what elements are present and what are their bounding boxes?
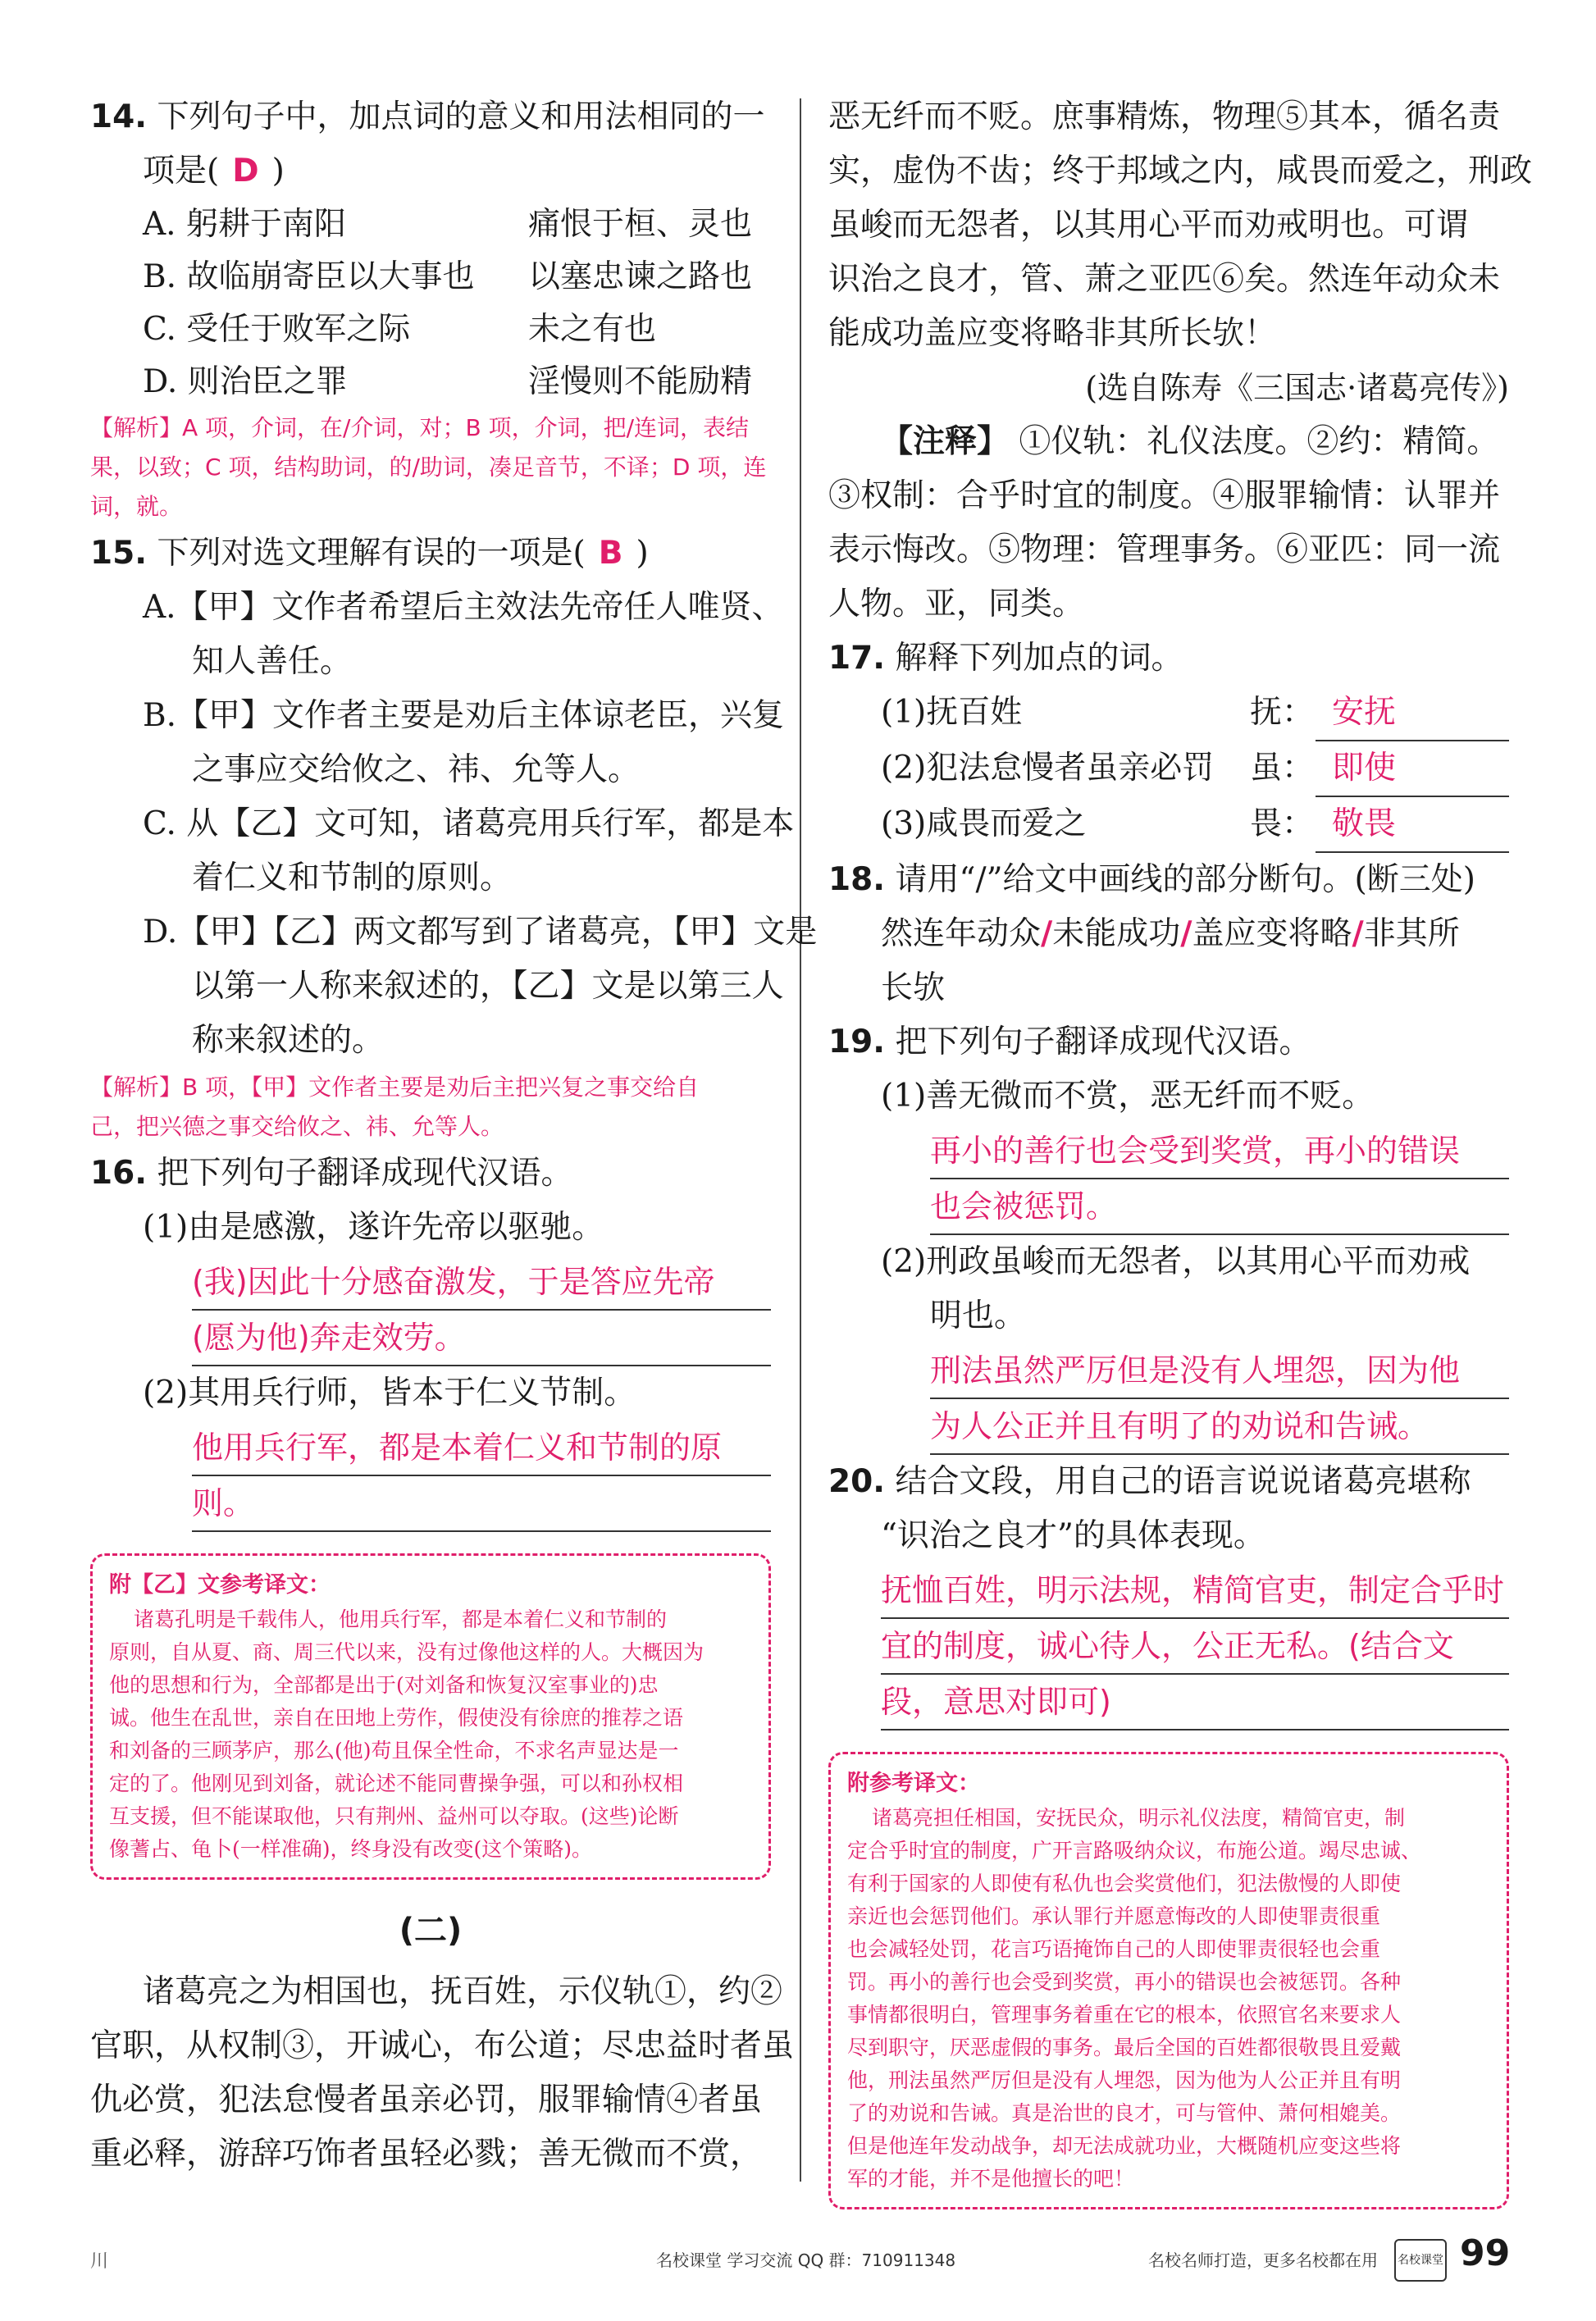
q19-answer-2-line-1: 刑法虽然严厉但是没有人埋怨，因为他 (930, 1343, 1509, 1399)
q20-answer-line-3: 段，意思对即可) (881, 1675, 1509, 1730)
question-16 (90, 1147, 771, 1532)
q20-text: 结合文段，用自己的语言说说诸葛亮堪称 (895, 1463, 1471, 1500)
q17-item-2: (2)犯法怠慢者虽亲必罚 虽： 即使 (828, 741, 1509, 797)
translation-line: 有利于国家的人即使有私仇也会奖赏他们，犯法傲慢的人即使 (847, 1872, 1402, 1895)
q19-number: 19. (828, 1024, 886, 1060)
q15-option-b-1: B.【甲】文作者主要是劝后主体谅老臣，兴复 (143, 697, 785, 734)
passage-source: (选自陈寿《三国志·诸葛亮传》) (1085, 370, 1509, 406)
translation-line: 亲近也会惩罚他们。承认罪行并愿意悔改的人即使罪责很重 (847, 1904, 1381, 1928)
q19-sentence-2-cont: 明也。 (930, 1297, 1027, 1334)
translation-line: 也会减轻处罚，花言巧语掩饰自己的人即使罪责很轻也会重 (847, 1937, 1381, 1961)
q20-answer-line-1: 抚恤百姓，明示法规，精简官吏，制定合乎时 (881, 1563, 1509, 1619)
q15-paren: ) (636, 535, 649, 572)
translation-line: 原则，自从夏、商、周三代以来，没有过像他这样的人。大概因为 (109, 1640, 705, 1664)
q14-analysis-2: 果，以致；C 项，结构助词，的/助词，凑足音节，不译；D 项，连 (90, 454, 767, 481)
q15-analysis-2: 己，把兴德之事交给攸之、祎、允等人。 (90, 1113, 504, 1140)
q17-item-3: (3)咸畏而爱之 畏： 敬畏 (828, 797, 1509, 853)
right-column (828, 90, 1533, 2226)
translation-line: 但是他连年发动战争，却无法成就功业，大概随机应变这些将 (847, 2134, 1402, 2158)
q14-answer: D (232, 153, 259, 189)
translation-box (828, 1752, 1509, 2209)
q16-number: 16. (90, 1155, 148, 1192)
q19-answer-1-line-2: 也会被惩罚。 (930, 1179, 1509, 1235)
annotation-line: 表示悔改。⑤物理：管理事务。⑥亚匹：同一流 (828, 531, 1501, 568)
translation-line: 罚。再小的善行也会受到奖赏，再小的错误也会被惩罚。各种 (847, 1970, 1402, 1994)
translation-line: 军的才能，并不是他擅长的吧！ (847, 2167, 1135, 2191)
q17-answer-3: 敬畏 (1316, 797, 1509, 853)
q17-answer-1: 安抚 (1316, 686, 1509, 741)
annotations-label: 【注释】 (881, 423, 1010, 460)
passage-line: 识治之良才，管、萧之亚匹⑥矣。然连年动众未 (828, 261, 1501, 298)
q15-option-c-1: C. 从【乙】文可知，诸葛亮用兵行军，都是本 (143, 805, 795, 842)
q15-analysis-1: 【解析】B 项，【甲】文作者主要是劝后主把兴复之事交给自 (90, 1074, 700, 1101)
translation-line: 和刘备的三顾茅庐，那么(他)苟且保全性命，不求名声显达是一 (109, 1739, 679, 1762)
translation-line: 诸葛亮担任相国，安抚民众，明示礼仪法度，精简官吏，制 (872, 1806, 1406, 1830)
question-19 (828, 1015, 1509, 1455)
translation-line: 尽到职守，厌恶虚假的事务。最后全国的百姓都很敬畏且爱戴 (847, 2036, 1402, 2059)
q16-text: 把下列句子翻译成现代汉语。 (157, 1155, 573, 1192)
q14-option-d: D. 则治臣之罪 淫慢则不能励精 (143, 363, 753, 400)
q14-option-b: B. 故临崩寄臣以大事也 以塞忠谏之路也 (143, 258, 753, 295)
q20-text-2: “识治之良才”的具体表现。 (881, 1517, 1265, 1554)
q14-text: 下列句子中，加点词的意义和用法相同的一 (157, 98, 765, 135)
translation-box-title: 附参考译文： (847, 1771, 980, 1796)
q15-text: 下列对选文理解有误的一项是( (157, 535, 586, 572)
translation-line: 他的思想和行为，全部都是出于(对刘备和恢复汉室事业的)忠 (109, 1673, 659, 1697)
q15-number: 15. (90, 535, 148, 572)
q18-text: 请用“/”给文中画线的部分断句。(断三处) (895, 861, 1475, 898)
q14-option-c: C. 受任于败军之际 未之有也 (143, 311, 657, 348)
q15-option-c-2: 着仁义和节制的原则。 (192, 860, 513, 896)
question-17 (828, 632, 1509, 853)
q15-option-a-2: 知人善任。 (192, 643, 353, 680)
translation-line: 了的劝说和告诫。真是治世的良才，可与管仲、萧何相媲美。 (847, 2101, 1402, 2125)
q15-answer: B (598, 535, 623, 572)
q15-option-d-2: 以第一人称来叙述的，【乙】文是以第三人 (192, 968, 784, 1005)
question-15 (90, 527, 818, 1147)
annotations (828, 415, 1509, 632)
translation-line: 事情都很明白，管理事务着重在它的根本，依照官名来要求人 (847, 2003, 1402, 2027)
left-column (90, 90, 818, 2182)
passage-line: 重必释，游辞巧饰者虽轻必戮；善无微而不赏， (90, 2136, 763, 2173)
passage-line: 诸葛亮之为相国也，抚百姓，示仪轨①，约② (143, 1973, 783, 2010)
q15-option-a-1: A.【甲】文作者希望后主效法先帝任人唯贤、 (143, 589, 784, 626)
translation-line: 诚。他生在乱世，亲自在田地上劳作，假使没有徐庶的推荐之语 (109, 1706, 684, 1730)
q17-text: 解释下列加点的词。 (895, 640, 1183, 677)
q17-number: 17. (828, 640, 886, 677)
translation-line: 互支援，但不能谋取他，只有荆州、益州可以夺取。(这些)论断 (109, 1804, 679, 1828)
translation-line: 诸葛孔明是千载伟人，他用兵行军，都是本着仁义和节制的 (134, 1607, 668, 1631)
passage-line: 官职，从权制③，开诚心，布公道；尽忠益时者虽 (90, 2027, 795, 2064)
q14-paren: ) (271, 153, 285, 189)
q19-answer-2-line-2: 为人公正并且有明了的劝说和告诫。 (930, 1399, 1509, 1455)
q16-answer-2-line-2: 则。 (192, 1476, 771, 1532)
translation-line: 定合乎时宜的制度，广开言路吸纳众议，布施公道。竭尽忠诚、 (847, 1839, 1422, 1863)
footer-region: 川 (90, 2251, 109, 2272)
passage-line: 虽峻而无怨者，以其用心平而劝戒明也。可谓 (828, 207, 1469, 244)
question-18 (828, 853, 1509, 1015)
q18-answer: 然连年动众/未能成功/盖应变将略/非其所 (881, 915, 1460, 952)
q14-option-a: A. 躬耕于南阳 痛恨于桓、灵也 (143, 206, 753, 243)
q14-text-2: 项是( (143, 153, 220, 189)
q14-number: 14. (90, 98, 148, 135)
translation-line: 他，刑法虽然严厉但是没有人埋怨，因为他为人公正并且有明 (847, 2068, 1402, 2092)
section-heading: (二) (399, 1912, 463, 1949)
brand-logo-icon: 名校课堂 (1394, 2239, 1447, 2282)
q20-answer-line-2: 宜的制度，诚心待人，公正无私。(结合文 (881, 1619, 1509, 1675)
q19-sentence-1: (1)善无微而不赏，恶无纤而不贬。 (881, 1078, 1375, 1115)
q17-item-1: (1)抚百姓 抚： 安抚 (828, 686, 1509, 741)
page-number: 99 (1460, 2232, 1511, 2274)
passage-line: 能成功盖应变将略非其所长欤！ (828, 315, 1277, 352)
q18-answer-tail: 长欤 (881, 969, 946, 1006)
q17-answer-2: 即使 (1316, 741, 1509, 797)
q19-answer-1-line-1: 再小的善行也会受到奖赏，再小的错误 (930, 1124, 1509, 1179)
q16-sentence-1: (1)由是感激，遂许先帝以驱驰。 (143, 1209, 604, 1246)
annotation-line: 人物。亚，同类。 (828, 586, 1085, 622)
passage-line: 仇必赏，犯法怠慢者虽亲必罚，服罪输情④者虽 (90, 2082, 763, 2118)
footer-qq-group: 名校课堂 学习交流 QQ 群：710911348 (656, 2250, 956, 2270)
q14-analysis-3: 词，就。 (90, 493, 183, 520)
q15-option-b-2: 之事应交给攸之、祎、允等人。 (192, 751, 641, 788)
annotation-line: ③权制：合乎时宜的制度。④服罪输情：认罪并 (828, 477, 1501, 514)
q16-answer-1-line-2: (愿为他)奔走效劳。 (192, 1311, 771, 1366)
q16-answer-2-line-1: 他用兵行军，都是本着仁义和节制的原 (192, 1420, 771, 1476)
q20-number: 20. (828, 1463, 886, 1500)
translation-line: 定的了。他刚见到刘备，就论述不能同曹操争强，可以和孙权相 (109, 1772, 684, 1795)
footer-slogan: 名校名师打造，更多名校都在用 (1148, 2250, 1378, 2270)
annotation-line: ①仪轨：礼仪法度。②约：精简。 (1019, 423, 1499, 460)
passage-line: 实，虚伪不齿；终于邦域之内，咸畏而爱之，刑政 (828, 153, 1533, 189)
q18-number: 18. (828, 861, 886, 898)
page-footer (0, 2232, 1596, 2305)
q19-sentence-2: (2)刑政虽峻而无怨者，以其用心平而劝戒 (881, 1243, 1471, 1280)
q15-option-d-1: D.【甲】【乙】两文都写到了诸葛亮，【甲】文是 (143, 914, 818, 951)
translation-box-yi (90, 1553, 771, 1880)
q19-text: 把下列句子翻译成现代汉语。 (895, 1024, 1311, 1060)
passage-line: 恶无纤而不贬。庶事精炼，物理⑤其本，循名责 (828, 98, 1501, 135)
q14-analysis-1: 【解析】A 项，介词，在/介词，对；B 项，介词，把/连词，表结 (90, 414, 750, 441)
translation-box-yi-title: 附【乙】文参考译文： (109, 1572, 331, 1598)
question-20 (828, 1455, 1509, 1730)
q16-sentence-2: (2)其用兵行师，皆本于仁义节制。 (143, 1375, 636, 1411)
q16-answer-1-line-1: (我)因此十分感奋激发，于是答应先帝 (192, 1255, 771, 1311)
q15-option-d-3: 称来叙述的。 (192, 1022, 385, 1059)
question-14 (90, 90, 771, 527)
column-divider (800, 98, 801, 2182)
translation-line: 像蓍占、龟卜(一样准确)，终身没有改变(这个策略)。 (109, 1837, 593, 1861)
